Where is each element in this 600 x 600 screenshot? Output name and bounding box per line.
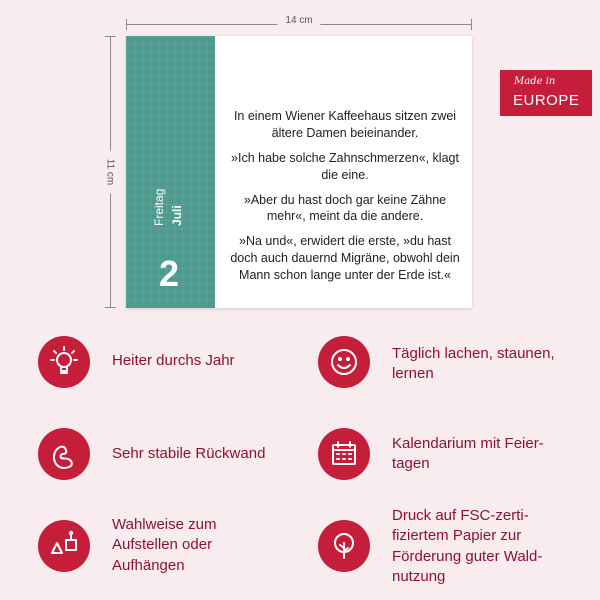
height-dimension-tick-top xyxy=(105,36,116,37)
tree-icon xyxy=(318,520,370,572)
height-dimension xyxy=(104,36,116,308)
width-dimension xyxy=(126,15,472,30)
badge-made-in: Made in xyxy=(514,76,556,87)
feature-text: Sehr stabile Rückwand xyxy=(112,445,266,462)
height-dimension-tick-bottom xyxy=(105,307,116,308)
joke-text xyxy=(226,108,464,292)
feature-text: Heiter durchs Jahr xyxy=(112,352,235,369)
feature-text: Wahlweise zum Aufstellen oder Aufhängen xyxy=(112,516,217,574)
joke-paragraph: »Na und«, erwidert die erste, »du hast doch auch dauernd Migräne, obwohl dein Mann schon lange unter der Erde ist.« xyxy=(230,234,460,282)
hanging-easel-icon xyxy=(38,520,90,572)
joke-paragraph: »Aber du hast doch gar keine Zähne mehr«, meint da die andere. xyxy=(243,192,447,224)
calendar-icon xyxy=(318,428,370,480)
height-dimension-label: 11 cm xyxy=(105,151,116,194)
date-strip xyxy=(126,36,215,308)
flexed-arm-icon xyxy=(38,428,90,480)
width-dimension-tick-right xyxy=(471,19,472,30)
feature-text: Kalendarium mit Feier-tagen xyxy=(392,435,544,473)
feature-text: Täglich lachen, staunen, lernen xyxy=(392,345,555,383)
day-number: 2 xyxy=(159,253,180,294)
width-dimension-label: 14 cm xyxy=(277,15,320,26)
joke-paragraph: »Ich habe solche Zahnschmerzen«, klagt die eine. xyxy=(231,150,459,182)
badge-region: EUROPE xyxy=(513,92,580,109)
weekday-label: Freitag xyxy=(152,188,166,226)
width-dimension-tick-left xyxy=(126,19,127,30)
calendar-page xyxy=(126,36,472,308)
lightbulb-icon xyxy=(38,336,90,388)
month-label: Juli xyxy=(170,205,184,226)
joke-paragraph: In einem Wiener Kaffeehaus sitzen zwei ältere Damen beieinander. xyxy=(233,109,457,140)
feature-text: Druck auf FSC-zerti-fiziertem Papier zur Förderung guter Wald-nutzung xyxy=(392,507,543,585)
made-in-europe-badge xyxy=(500,70,592,116)
smiley-icon xyxy=(318,336,370,388)
